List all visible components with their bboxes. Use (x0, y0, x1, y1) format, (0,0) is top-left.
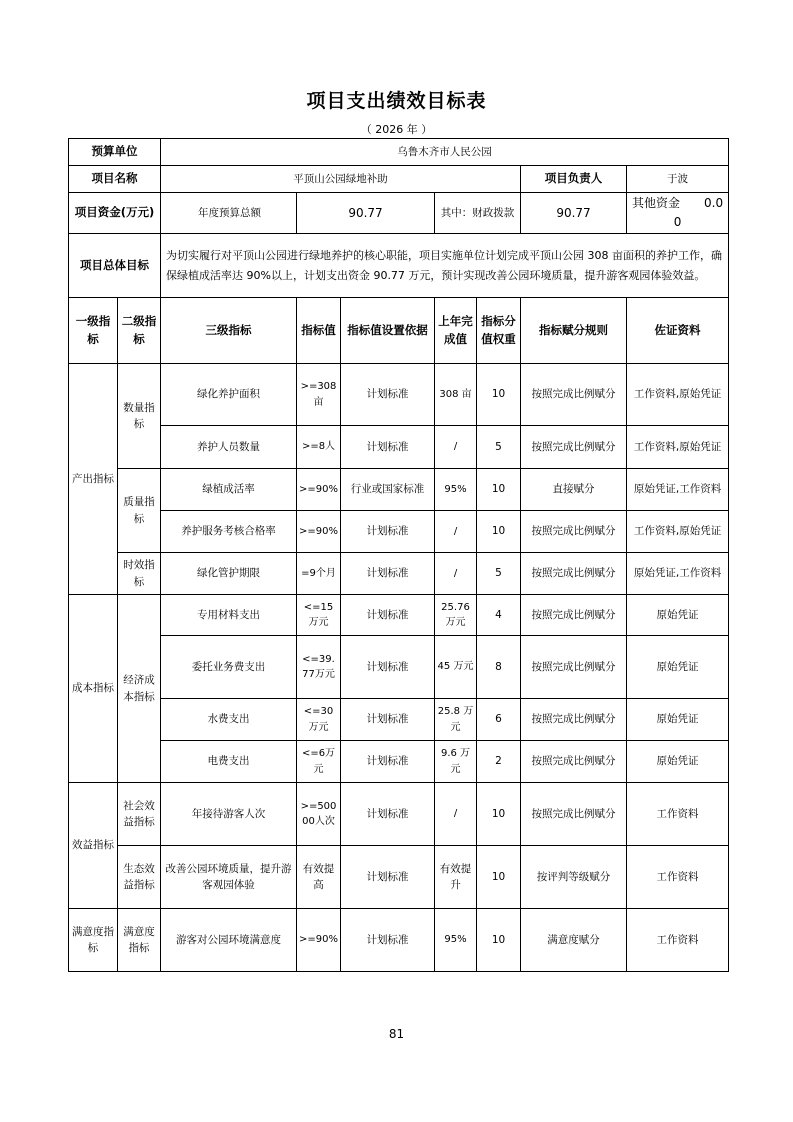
table-row (69, 364, 729, 426)
other-fund-label: 其他资金 (631, 196, 680, 211)
indicator-value: >=90% (297, 511, 341, 553)
indicator-weight: 5 (477, 553, 521, 595)
indicator-prev: 25.76万元 (435, 595, 477, 636)
table-row (69, 909, 729, 972)
indicator-basis: 计划标准 (341, 699, 435, 741)
project-name-label: 项目名称 (69, 166, 161, 193)
indicator-evidence: 工作资料 (627, 783, 729, 846)
header-rule: 指标赋分规则 (521, 298, 627, 364)
indicator-evidence: 原始凭证,工作资料 (627, 553, 729, 595)
header-level1: 一级指标 (69, 298, 118, 364)
indicator-evidence: 原始凭证 (627, 699, 729, 741)
project-name-row (69, 166, 729, 193)
indicator-value: 有效提高 (297, 846, 341, 909)
indicator-prev: / (435, 783, 477, 846)
group-output: 产出指标 (69, 364, 118, 595)
indicator-weight: 10 (477, 909, 521, 972)
group-quality: 质量指标 (118, 469, 161, 553)
page-title: 项目支出绩效目标表 (306, 90, 487, 112)
header-prev: 上年完成值 (435, 298, 477, 364)
group-benefit: 效益指标 (69, 783, 118, 909)
table-row (69, 553, 729, 595)
indicator-weight: 5 (477, 426, 521, 469)
indicator-name: 绿化管护期限 (161, 553, 297, 595)
group-sat-sub: 满意度指标 (118, 909, 161, 972)
page-number: 81 (388, 1027, 405, 1041)
owner-value: 于波 (627, 166, 729, 193)
indicator-value: =9个月 (297, 553, 341, 595)
indicator-basis: 计划标准 (341, 909, 435, 972)
indicator-basis: 计划标准 (341, 364, 435, 426)
indicator-name: 水费支出 (161, 699, 297, 741)
indicator-value: <=39.77万元 (297, 636, 341, 699)
indicator-weight: 10 (477, 511, 521, 553)
table-row (69, 741, 729, 783)
goal-text: 为切实履行对平顶山公园进行绿地养护的核心职能，项目实施单位计划完成平顶山公园 308 亩面积的养护工作，确保绿植成活率达 90%以上，计划支出资金 90.77 万元，预计实现改善公园环境质量，提升游客观园体验效益。 (161, 234, 729, 298)
indicator-weight: 10 (477, 783, 521, 846)
indicator-basis: 计划标准 (341, 511, 435, 553)
indicator-evidence: 工作资料,原始凭证 (627, 511, 729, 553)
indicator-weight: 2 (477, 741, 521, 783)
group-quantity: 数量指标 (118, 364, 161, 469)
indicator-name: 电费支出 (161, 741, 297, 783)
header-evidence: 佐证资料 (627, 298, 729, 364)
group-cost: 成本指标 (69, 595, 118, 783)
indicator-name: 绿植成活率 (161, 469, 297, 511)
performance-table (68, 138, 729, 972)
table-row (69, 511, 729, 553)
indicator-rule: 按照完成比例赋分 (521, 553, 627, 595)
indicator-evidence: 工作资料 (627, 909, 729, 972)
table-row (69, 783, 729, 846)
table-row (69, 469, 729, 511)
other-fund-value: 0.00 (673, 196, 724, 229)
indicator-name: 游客对公园环境满意度 (161, 909, 297, 972)
unit-value: 乌鲁木齐市人民公园 (161, 139, 729, 166)
indicator-prev: 45 万元 (435, 636, 477, 699)
header-value: 指标值 (297, 298, 341, 364)
indicator-basis: 计划标准 (341, 426, 435, 469)
indicator-rule: 按照完成比例赋分 (521, 426, 627, 469)
table-row (69, 595, 729, 636)
table-row (69, 426, 729, 469)
project-name-value: 平顶山公园绿地补助 (161, 166, 521, 193)
indicator-rule: 按照完成比例赋分 (521, 741, 627, 783)
indicator-weight: 10 (477, 364, 521, 426)
indicator-evidence: 工作资料,原始凭证 (627, 426, 729, 469)
indicator-name: 改善公园环境质量，提升游客观园体验 (161, 846, 297, 909)
indicator-name: 专用材料支出 (161, 595, 297, 636)
header-basis: 指标值设置依据 (341, 298, 435, 364)
indicator-rule: 按照完成比例赋分 (521, 595, 627, 636)
year-label: （ 2026 年 ） (360, 123, 433, 136)
group-econ-cost: 经济成本指标 (118, 595, 161, 783)
group-satisfaction: 满意度指标 (69, 909, 118, 972)
indicator-name: 绿化养护面积 (161, 364, 297, 426)
table-row (69, 636, 729, 699)
indicator-evidence: 工作资料 (627, 846, 729, 909)
indicator-value: <=6万元 (297, 741, 341, 783)
indicator-prev: / (435, 426, 477, 469)
indicator-rule: 按照完成比例赋分 (521, 364, 627, 426)
indicator-basis: 计划标准 (341, 553, 435, 595)
indicator-name: 养护人员数量 (161, 426, 297, 469)
indicator-evidence: 原始凭证,工作资料 (627, 469, 729, 511)
indicator-rule: 直接赋分 (521, 469, 627, 511)
indicator-basis: 计划标准 (341, 595, 435, 636)
indicator-evidence: 原始凭证 (627, 595, 729, 636)
fund-row (69, 193, 729, 234)
indicator-prev: 有效提升 (435, 846, 477, 909)
indicator-prev: 95% (435, 469, 477, 511)
header-row (69, 298, 729, 364)
indicator-prev: / (435, 511, 477, 553)
indicator-rule: 满意度赋分 (521, 909, 627, 972)
indicator-prev: 25.8 万元 (435, 699, 477, 741)
indicator-name: 养护服务考核合格率 (161, 511, 297, 553)
indicator-rule: 按照完成比例赋分 (521, 783, 627, 846)
fund-label: 项目资金(万元) (69, 193, 161, 234)
indicator-value: <=30万元 (297, 699, 341, 741)
indicator-basis: 计划标准 (341, 783, 435, 846)
indicator-basis: 计划标准 (341, 846, 435, 909)
indicator-prev: 9.6 万元 (435, 741, 477, 783)
header-weight: 指标分值权重 (477, 298, 521, 364)
indicator-rule: 按照完成比例赋分 (521, 636, 627, 699)
indicator-basis: 行业或国家标准 (341, 469, 435, 511)
indicator-prev: 95% (435, 909, 477, 972)
indicator-prev: 308 亩 (435, 364, 477, 426)
indicator-basis: 计划标准 (341, 636, 435, 699)
header-level2: 二级指标 (118, 298, 161, 364)
indicator-weight: 8 (477, 636, 521, 699)
indicator-rule: 按照完成比例赋分 (521, 511, 627, 553)
indicator-weight: 10 (477, 469, 521, 511)
indicator-value: >=90% (297, 469, 341, 511)
header-level3: 三级指标 (161, 298, 297, 364)
group-social: 社会效益指标 (118, 783, 161, 846)
fiscal-value: 90.77 (521, 193, 627, 234)
indicator-value: >=50000人次 (297, 783, 341, 846)
annual-budget-label: 年度预算总额 (161, 193, 297, 234)
table-row (69, 846, 729, 909)
indicator-value: <=15万元 (297, 595, 341, 636)
owner-label: 项目负责人 (521, 166, 627, 193)
group-eco: 生态效益指标 (118, 846, 161, 909)
indicator-evidence: 原始凭证 (627, 636, 729, 699)
indicator-value: >=90% (297, 909, 341, 972)
indicator-name: 年接待游客人次 (161, 783, 297, 846)
indicator-weight: 6 (477, 699, 521, 741)
goal-label: 项目总体目标 (69, 234, 161, 298)
indicator-rule: 按评判等级赋分 (521, 846, 627, 909)
other-fund (627, 193, 729, 234)
indicator-prev: / (435, 553, 477, 595)
table-row (69, 699, 729, 741)
indicator-value: >=8人 (297, 426, 341, 469)
group-timeliness: 时效指标 (118, 553, 161, 595)
unit-row (69, 139, 729, 166)
indicator-evidence: 原始凭证 (627, 741, 729, 783)
indicator-weight: 10 (477, 846, 521, 909)
indicator-name: 委托业务费支出 (161, 636, 297, 699)
indicator-rule: 按照完成比例赋分 (521, 699, 627, 741)
fiscal-label: 其中：财政拨款 (435, 193, 521, 234)
indicator-weight: 4 (477, 595, 521, 636)
unit-label: 预算单位 (69, 139, 161, 166)
goal-row (69, 234, 729, 298)
indicator-evidence: 工作资料,原始凭证 (627, 364, 729, 426)
indicator-value: >=308亩 (297, 364, 341, 426)
annual-budget-value: 90.77 (297, 193, 435, 234)
indicator-basis: 计划标准 (341, 741, 435, 783)
